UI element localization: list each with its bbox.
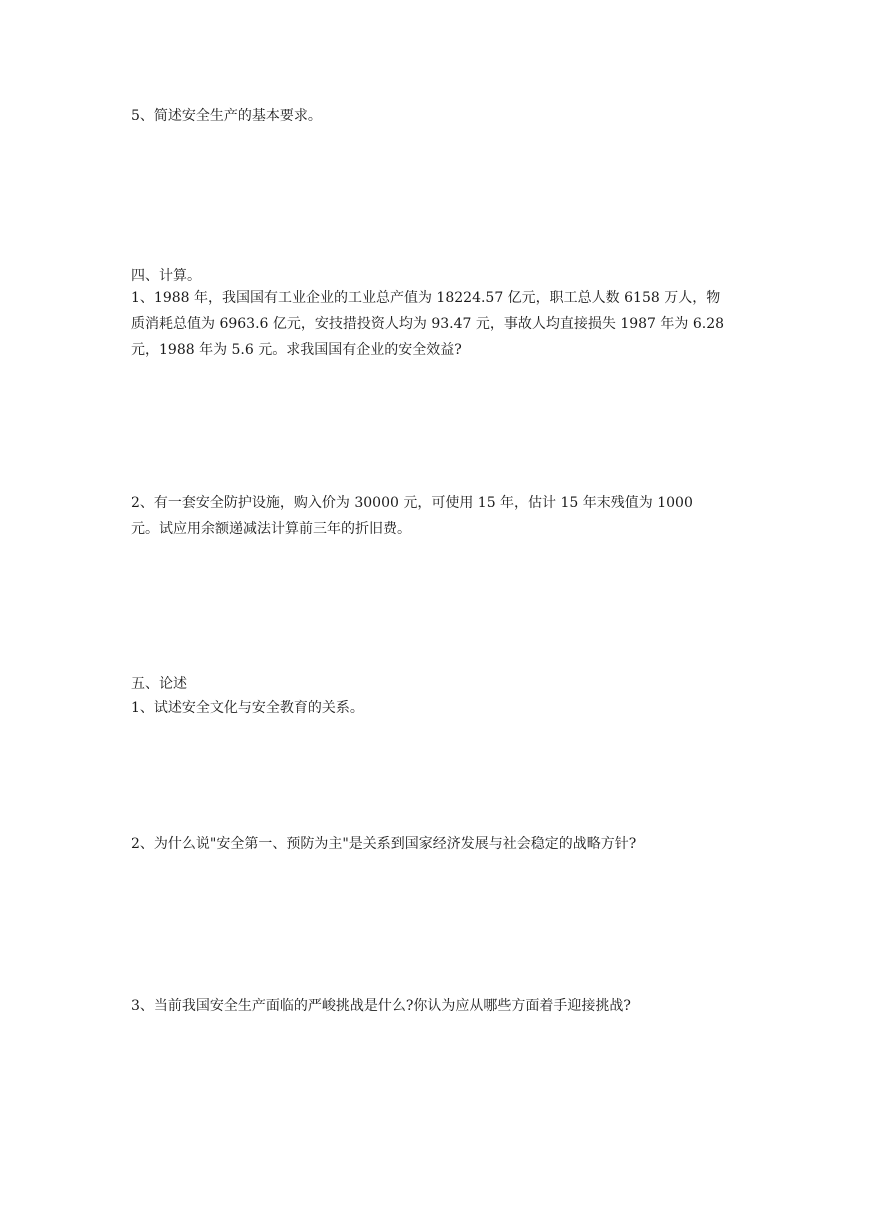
section-4-question-1 bbox=[131, 285, 741, 363]
section-4-question-2 bbox=[131, 490, 741, 542]
section-4-question-1-line-1: 1、1988 年，我国国有工业企业的工业总产值为 18224.57 亿元，职工总人数 6158 万人，物 bbox=[131, 290, 721, 306]
section-5-question-2: 2、为什么说"安全第一、预防为主"是关系到国家经济发展与社会稳定的战略方针? bbox=[131, 836, 637, 852]
section-4-question-1-line-2: 质消耗总值为 6963.6 亿元，安技措投资人均为 93.47 元，事故人均直接损失 1987 年为 6.28 bbox=[131, 316, 725, 332]
section-4-question-2-line-2: 元。试应用余额递减法计算前三年的折旧费。 bbox=[131, 521, 411, 537]
section-5-question-3: 3、当前我国安全生产面临的严峻挑战是什么?你认为应从哪些方面着手迎接挑战? bbox=[131, 998, 631, 1014]
section-5-heading: 五、论述 bbox=[131, 676, 187, 692]
section-4-question-1-line-3: 元，1988 年为 5.6 元。求我国国有企业的安全效益? bbox=[131, 342, 462, 358]
section-4-question-2-line-1: 2、有一套安全防护设施，购入价为 30000 元，可使用 15 年，估计 15 年末残值为 1000 bbox=[131, 495, 693, 511]
question-5-basic-requirements: 5、简述安全生产的基本要求。 bbox=[131, 108, 322, 124]
section-4-heading: 四、计算。 bbox=[131, 268, 201, 284]
section-5-question-1: 1、试述安全文化与安全教育的关系。 bbox=[131, 700, 364, 716]
